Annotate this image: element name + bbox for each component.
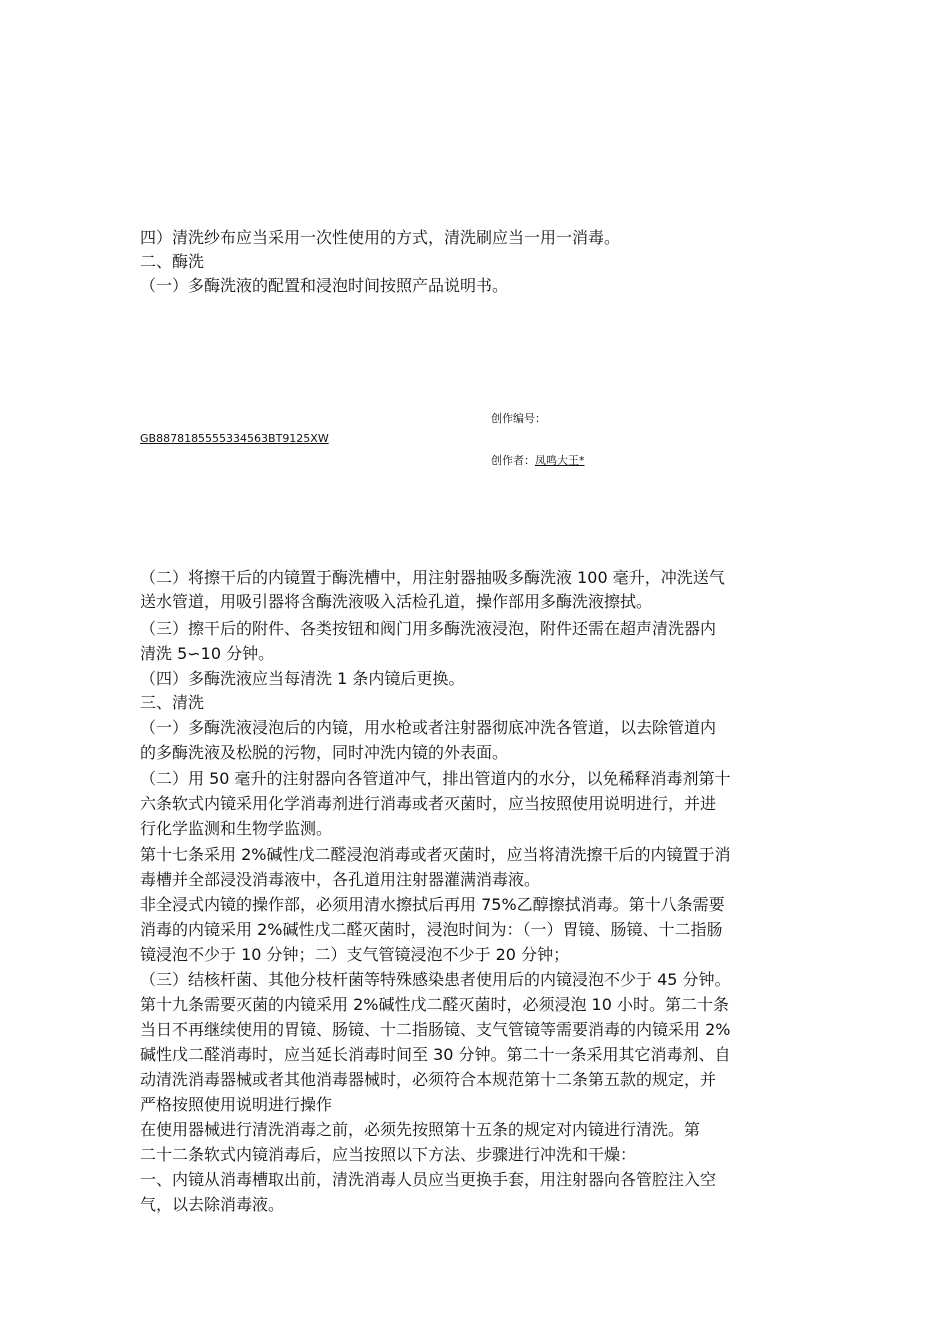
body-line: 动清洗消毒器械或者其他消毒器械时，必须符合本规范第十二条第五款的规定，并: [140, 1070, 717, 1089]
body-line: （三）结核杆菌、其他分枝杆菌等特殊感染患者使用后的内镜浸泡不少于 45 分钟。: [140, 970, 731, 989]
body-line: （三）擦干后的附件、各类按钮和阀门用多酶洗液浸泡，附件还需在超声清洗器内: [140, 619, 717, 638]
author-value: 凤鸣大王*: [535, 454, 585, 467]
body-line: 非全浸式内镜的操作部，必须用清水擦拭后再用 75%乙醇擦拭消毒。第十八条需要: [140, 895, 725, 914]
body-line: 消毒的内镜采用 2%碱性戊二醛灭菌时，浸泡时间为：（一）胃镜、肠镜、十二指肠: [140, 920, 723, 939]
body-line: 二十二条软式内镜消毒后，应当按照以下方法、步骤进行冲洗和干燥：: [140, 1145, 637, 1164]
body-line: （四）多酶洗液应当每清洗 1 条内镜后更换。: [140, 669, 465, 688]
body-line: 气，以去除消毒液。: [140, 1195, 285, 1214]
author-label: 创作者：: [491, 454, 535, 467]
author-line: [491, 454, 585, 468]
body-line: 的多酶洗液及松脱的污物，同时冲洗内镜的外表面。: [140, 743, 509, 762]
body-line: 毒槽并全部浸没消毒液中，各孔道用注射器灌满消毒液。: [140, 870, 541, 889]
body-line: 镜浸泡不少于 10 分钟；二）支气管镜浸泡不少于 20 分钟；: [140, 945, 570, 964]
top-line-2: 二、酶洗: [140, 252, 205, 271]
body-line: 第十九条需要灭菌的内镜采用 2%碱性戊二醛灭菌时，必须浸泡 10 小时。第二十条: [140, 995, 730, 1014]
top-line-1: 四）清洗纱布应当采用一次性使用的方式，清洗刷应当一用一消毒。: [140, 228, 621, 247]
body-line: 六条软式内镜采用化学消毒剂进行消毒或者灭菌时，应当按照使用说明进行，并进: [140, 794, 717, 813]
body-line: 三、清洗: [140, 693, 205, 712]
top-line-3: （一）多酶洗液的配置和浸泡时间按照产品说明书。: [140, 276, 509, 295]
body-line: 当日不再继续使用的胃镜、肠镜、十二指肠镜、支气管镜等需要消毒的内镜采用 2%: [140, 1020, 731, 1039]
body-line: 清洗 5∽10 分钟。: [140, 644, 275, 663]
body-line: 送水管道，用吸引器将含酶洗液吸入活检孔道，操作部用多酶洗液擦拭。: [140, 592, 653, 611]
body-line: 行化学监测和生物学监测。: [140, 819, 333, 838]
body-line: 第十七条采用 2%碱性戊二醛浸泡消毒或者灭菌时，应当将清洗擦干后的内镜置于消: [140, 845, 731, 864]
creation-code-label: 创作编号：: [491, 412, 546, 425]
body-line: 碱性戊二醛消毒时，应当延长消毒时间至 30 分钟。第二十一条采用其它消毒剂、自: [140, 1045, 731, 1064]
body-line: 一、内镜从消毒槽取出前，清洗消毒人员应当更换手套，用注射器向各管腔注入空: [140, 1170, 717, 1189]
body-line: （一）多酶洗液浸泡后的内镜，用水枪或者注射器彻底冲洗各管道，以去除管道内: [140, 718, 717, 737]
body-line: 在使用器械进行清洗消毒之前，必须先按照第十五条的规定对内镜进行清洗。第: [140, 1120, 701, 1139]
body-line: （二）将擦干后的内镜置于酶洗槽中，用注射器抽吸多酶洗液 100 毫升，冲洗送气: [140, 568, 725, 587]
creation-code-value: GB8878185555334563BT9125XW: [140, 432, 329, 445]
body-line: （二）用 50 毫升的注射器向各管道冲气，排出管道内的水分，以免稀释消毒剂第十: [140, 769, 731, 788]
body-line: 严格按照使用说明进行操作: [140, 1095, 333, 1114]
